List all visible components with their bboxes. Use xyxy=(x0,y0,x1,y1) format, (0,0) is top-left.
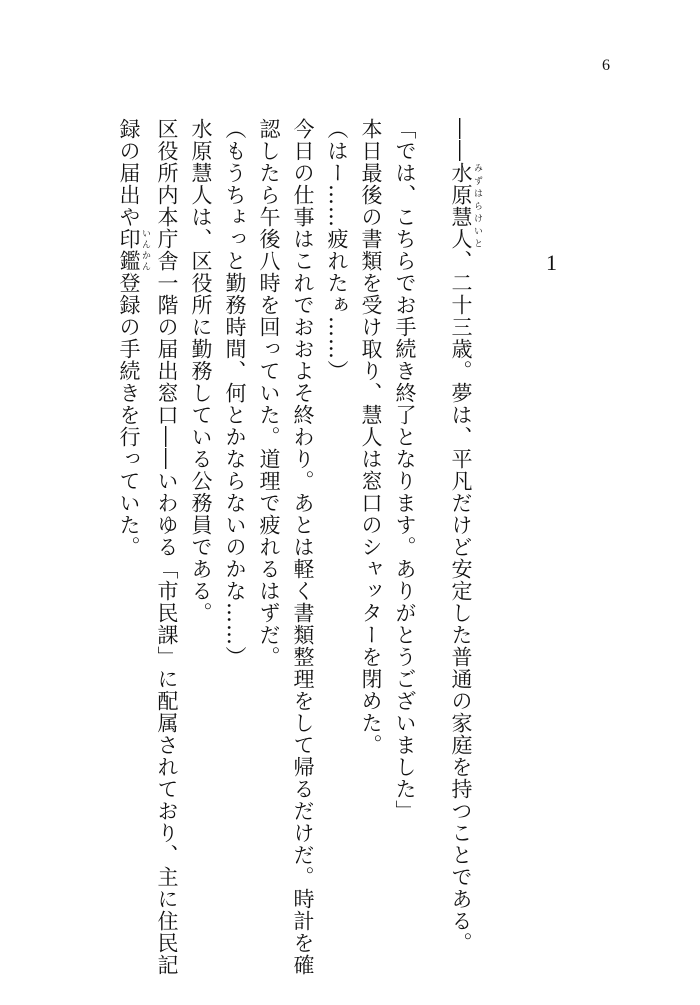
text-line-3: 本日最後の書類を受け取り、慧人は窓口のシャッターを閉めた。 xyxy=(359,118,383,756)
text-line-5: 今日の仕事はこれでおおよそ終わり。あとは軽く書類整理をして帰るだけだ。時計を確 xyxy=(291,118,315,976)
vertical-text-body xyxy=(112,118,482,978)
dash: ―― xyxy=(449,118,473,162)
seal-word: 印鑑 xyxy=(117,228,141,272)
name-with-ruby xyxy=(449,162,482,250)
seal-with-ruby xyxy=(117,228,150,272)
seal-ruby: いんかん xyxy=(140,228,150,272)
text-line-1 xyxy=(444,118,482,978)
text-line-10-post: 登録の手続きを行っていた。 xyxy=(117,272,141,558)
protagonist-name: 水原慧人 xyxy=(449,162,473,250)
text-line-9: 区役所内本庁舎一階の届出窓口――いわゆる「市民課」に配属されており、主に住民記 xyxy=(155,118,179,976)
text-line-8: 水原慧人は、区役所に勤務している公務員である。 xyxy=(189,118,213,624)
chapter-number: 1 xyxy=(546,250,557,275)
page-number: 6 xyxy=(602,57,610,74)
text-line-4: （はー……疲れたぁ……） xyxy=(325,118,349,382)
name-ruby: みずはらけいと xyxy=(472,162,482,250)
text-line-6: 認したら午後八時を回っていた。道理で疲れるはずだ。 xyxy=(257,118,281,668)
text-line-10-pre: 録の届出や xyxy=(117,118,141,228)
text-line-7: （もうちょっと勤務時間、何とかならないのかな……） xyxy=(223,118,247,668)
text-line-10 xyxy=(112,118,150,978)
text-line-2: 「では、こちらでお手続き終了となります。ありがとうございました」 xyxy=(393,118,417,822)
text-line-1-rest: 、二十三歳。夢は、平凡だけど安定した普通の家庭を持つことである。 xyxy=(449,250,473,954)
